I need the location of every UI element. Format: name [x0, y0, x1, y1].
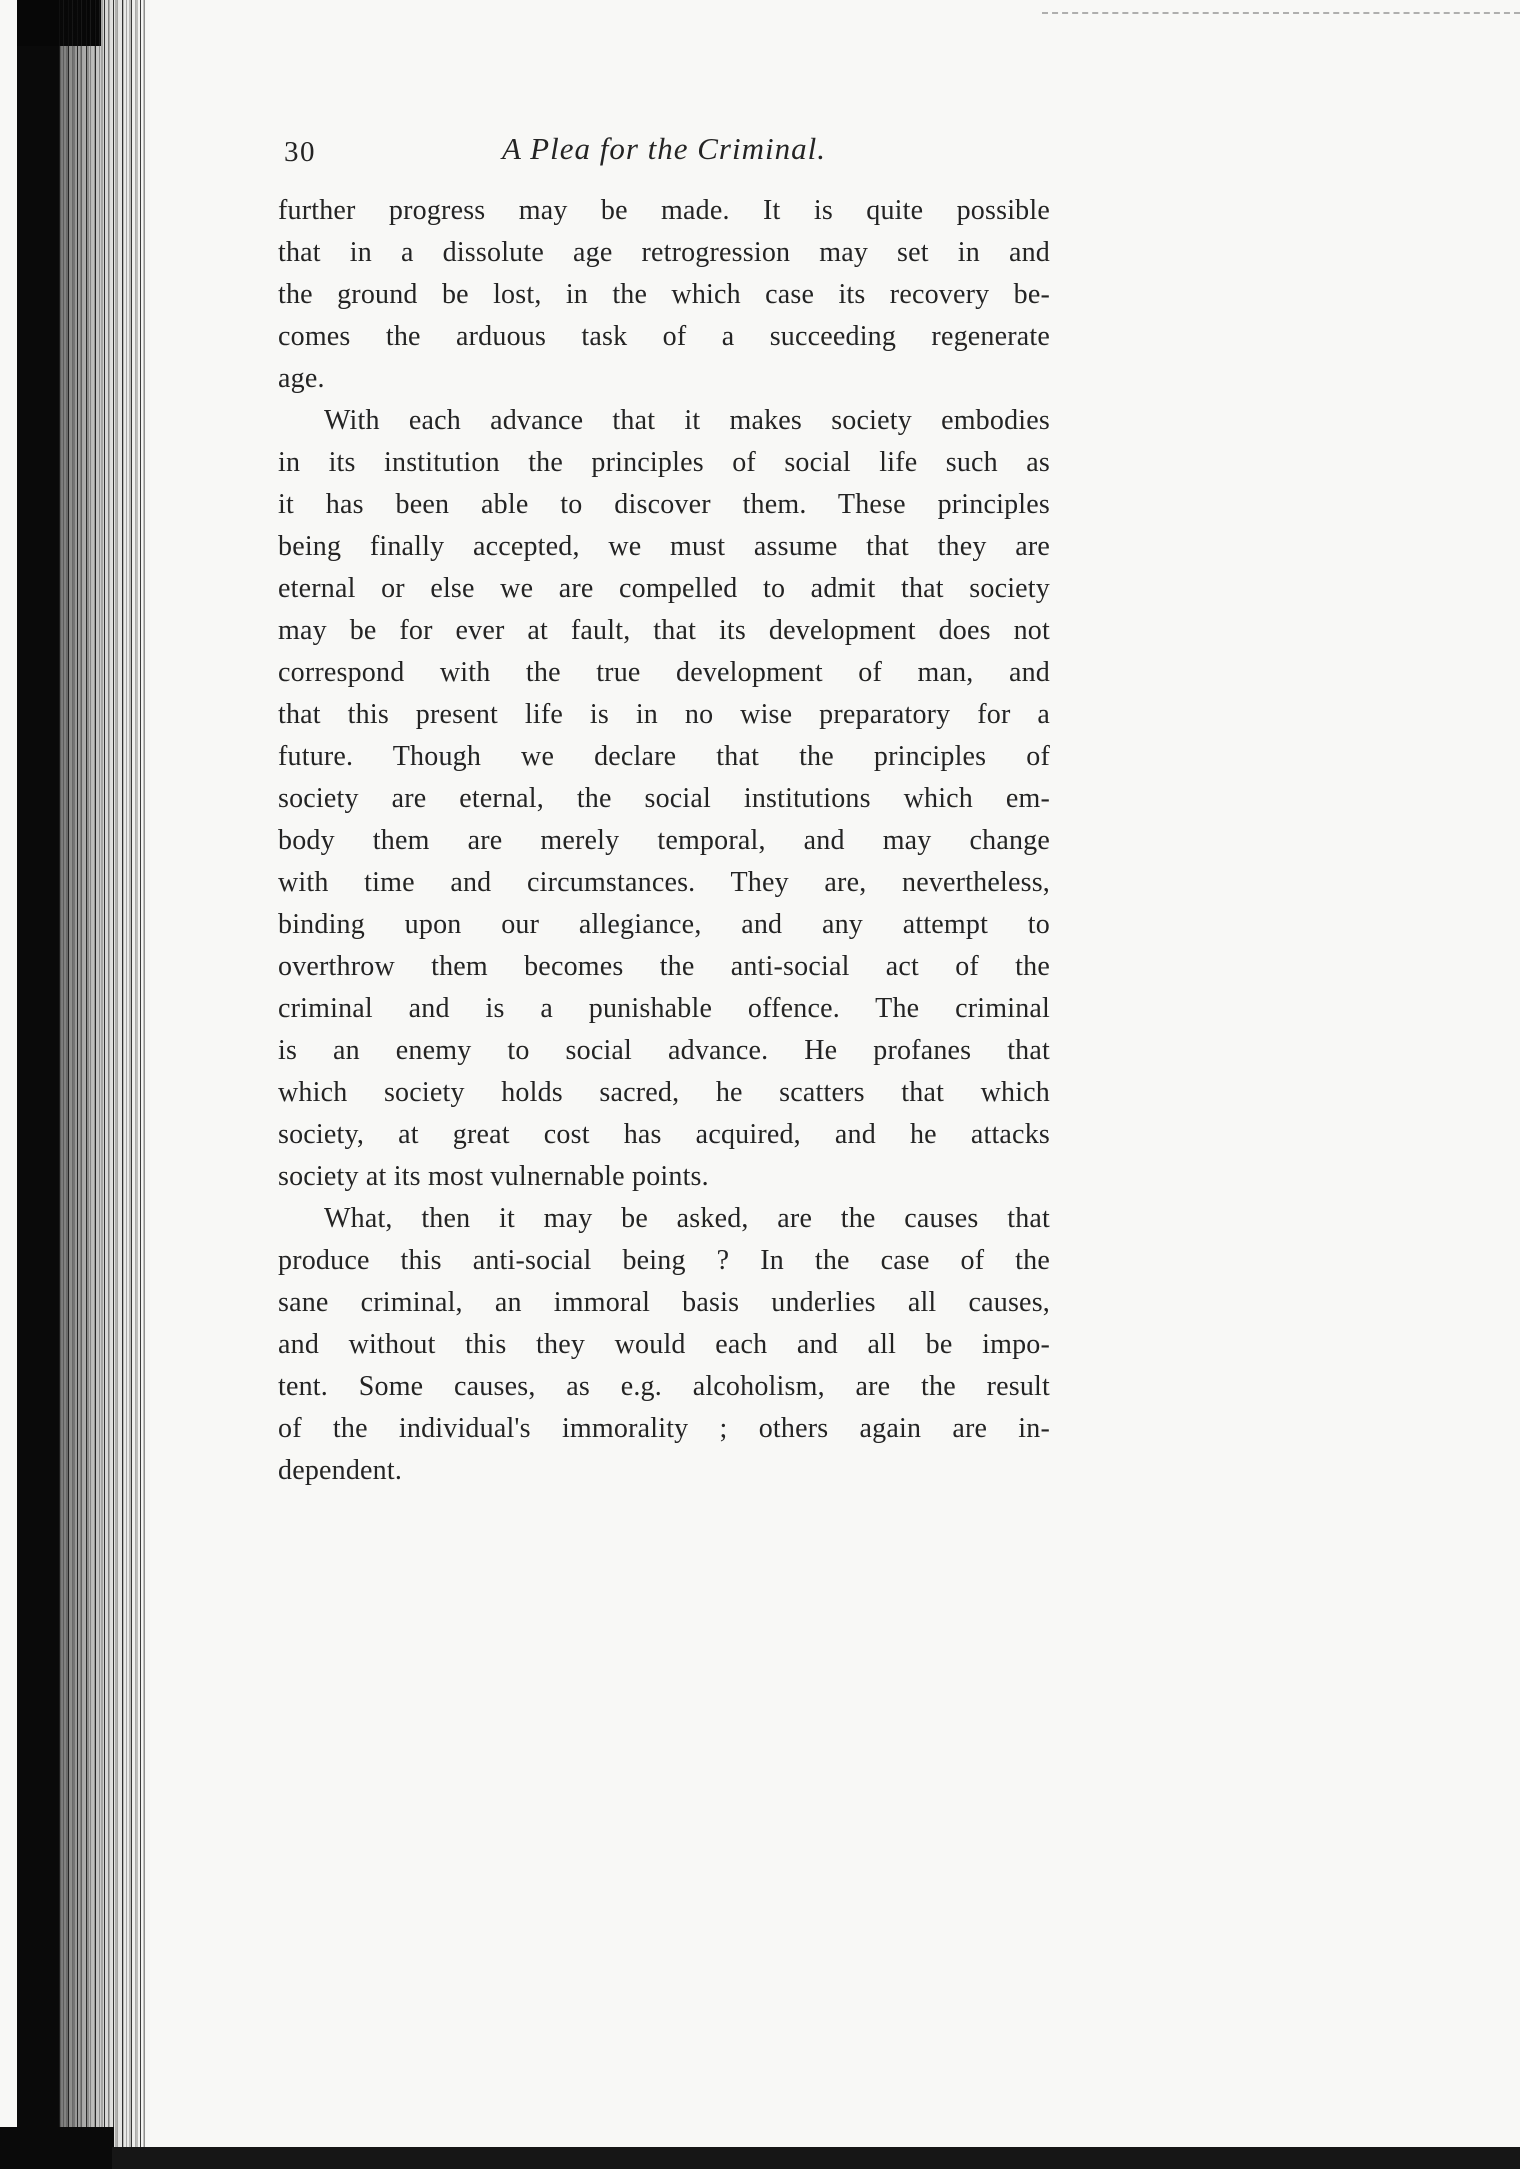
text-line: age.: [278, 363, 325, 394]
paragraph: [278, 400, 1050, 1198]
text-line: that this present life is in no wise preparatory for a: [278, 699, 1050, 730]
text-line: with time and circumstances. They are, nevertheless,: [278, 867, 1050, 898]
text-line: in its institution the principles of social life such as: [278, 447, 1050, 478]
text-line: body them are merely temporal, and may change: [278, 825, 1050, 856]
text-line: of the individual's immorality ; others again are in-: [278, 1413, 1050, 1444]
text-line: dependent.: [278, 1455, 403, 1486]
book-gutter-shadow: [17, 0, 59, 2169]
paragraph: [278, 1198, 1050, 1492]
text-line: may be for ever at fault, that its development does not: [278, 615, 1050, 646]
text-line: society are eternal, the social institutions which em-: [278, 783, 1050, 814]
scan-bottom-edge: [112, 2147, 1520, 2169]
text-line: the ground be lost, in the which case its recovery be-: [278, 279, 1050, 310]
text-line: What, then it may be asked, are the causes that: [324, 1203, 1050, 1234]
text-line: and without this they would each and all be impo-: [278, 1329, 1050, 1360]
paragraph: [278, 190, 1050, 400]
text-line: With each advance that it makes society embodies: [324, 405, 1050, 436]
text-line: being finally accepted, we must assume that they are: [278, 531, 1050, 562]
running-header-title: A Plea for the Criminal.: [502, 131, 826, 166]
text-line: which society holds sacred, he scatters that which: [278, 1077, 1050, 1108]
scan-artifact-dashes: [1042, 12, 1520, 14]
text-line: criminal and is a punishable offence. The criminal: [278, 993, 1050, 1024]
text-line: comes the arduous task of a succeeding regenerate: [278, 321, 1050, 352]
text-line: tent. Some causes, as e.g. alcoholism, are the result: [278, 1371, 1050, 1402]
text-line: sane criminal, an immoral basis underlies all causes,: [278, 1287, 1050, 1318]
page-number: 30: [284, 136, 316, 168]
text-line: further progress may be made. It is quite possible: [278, 195, 1050, 226]
page-text-block: [278, 126, 1050, 1492]
text-line: produce this anti-social being ? In the case of the: [278, 1245, 1050, 1276]
text-line: that in a dissolute age retrogression may set in and: [278, 237, 1050, 268]
text-line: binding upon our allegiance, and any attempt to: [278, 909, 1050, 940]
page-edge-texture: [59, 0, 147, 2169]
text-line: is an enemy to social advance. He profanes that: [278, 1035, 1050, 1066]
text-line: it has been able to discover them. These principles: [278, 489, 1050, 520]
text-line: eternal or else we are compelled to admit that society: [278, 573, 1050, 604]
scan-bottom-corner: [0, 2127, 114, 2169]
text-line: overthrow them becomes the anti-social act of the: [278, 951, 1050, 982]
running-header: [278, 126, 1050, 174]
text-line: society, at great cost has acquired, and he attacks: [278, 1119, 1050, 1150]
text-line: society at its most vulnernable points.: [278, 1161, 709, 1192]
text-line: correspond with the true development of man, and: [278, 657, 1050, 688]
text-line: future. Though we declare that the principles of: [278, 741, 1050, 772]
